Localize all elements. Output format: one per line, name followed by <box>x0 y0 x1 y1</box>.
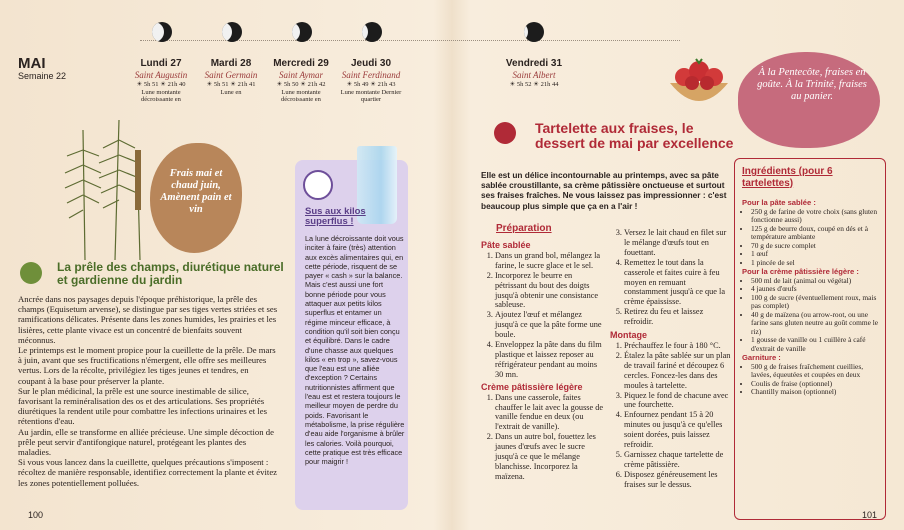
day-name: Mercredi 29 <box>273 58 329 69</box>
pate-step: 4. Enveloppez la pâte dans du film plastique et laissez reposer au réfrigérateur pendant au moins 30 mn. <box>495 340 606 380</box>
moon-note: Lune montante décroissante en <box>141 89 181 103</box>
page-number-left: 100 <box>28 510 44 520</box>
ingredients-list <box>742 198 882 397</box>
ingredient-item: • Coulis de fraise (optionnel) <box>751 380 882 389</box>
kilos-body: La lune décroissante doit vous inciter à faire (très) attention aux excès alimentaires qui, en cette période, risquent de se payer « cash » sur la balance. Mais c'est aussi une fort bonne période pour vous attaquer aux petits kilos superflus et entamer un régime minceur efficace, à condition qu'il soit bien conçu et équilibré. Dans le cadre d'une chasse aux quelques kilos « en trop », savez-vous que l'eau est une alliée d'exception ? Certains nutritionnistes affirment que l'eau est et restera toujours le meilleur moyen de perdre du poids. Favorisant le métabolisme, la prise régulière d'eau aide l'organisme à brûler les calories. Voilà pourquoi, cette pratique est très efficace pour maigrir ! <box>305 234 405 467</box>
creme-step: 3. Versez le lait chaud en filet sur le mélange d'œufs tout en fouettant. <box>624 228 732 258</box>
horsetail-illustration <box>55 110 165 260</box>
ingredient-item: • 100 g de sucre (éventuellement roux, mais pas complet) <box>751 294 882 311</box>
week-label: Semaine 22 <box>18 71 67 81</box>
preparation-heading: Préparation <box>496 223 552 234</box>
ingredient-item: • 500 ml de lait (animal ou végétal) <box>751 277 882 286</box>
ingredient-item: • 125 g de beurre doux, coupé en dés et à température ambiante <box>751 225 882 242</box>
day-thursday <box>336 58 406 103</box>
day-name: Lundi 27 <box>140 58 182 69</box>
moon-phase-icon <box>222 22 242 42</box>
day-monday <box>126 58 196 103</box>
day-wednesday <box>266 58 336 103</box>
herb-paragraph: Ancrée dans nos paysages depuis l'époque préhistorique, la prêle des champs (Equisetum arvense), se distingue par ses tiges vertes striées et ses ramifications délicates. Présente dans les zones humides, les prairies et les lisières, cette plante vivace est un concentré de bienfaits souvent méconnus. <box>18 294 278 345</box>
day-name: Jeudi 30 <box>350 58 392 69</box>
day-saint: Saint Augustin <box>134 70 188 80</box>
herb-paragraph: Sur le plan médicinal, la prêle est une source inestimable de silice, favorisant la reminéralisation des os et des articulations. Ses propriétés diurétiques la rendent utile pour combattre les infections urinaires et les rétentions d'eau. <box>18 385 267 427</box>
creme-step: 1. Dans une casserole, faites chauffer le lait avec la gousse de vanille fendue en deux (ou l'extrait de vanille). <box>495 393 606 433</box>
moon-phase-icon <box>524 22 544 42</box>
ingredient-item: • Chantilly maison (optionnel) <box>751 388 882 397</box>
sun-times: ☀ 5h 50 ☀ 21h 42 <box>276 81 326 88</box>
sun-times: ☀ 5h 52 ☀ 21h 44 <box>509 81 559 88</box>
kilos-title: Sus aux kilos superflus ! <box>305 206 366 227</box>
recipe-title: Tartelette aux fraises, le dessert de mai par excellence <box>535 120 734 151</box>
ingredient-item: • 1 œuf <box>751 250 882 259</box>
herb-paragraph: Si vous vous lancez dans la cueillette, quelques précautions s'imposent : récoltez de manière responsable, identifiez correctement la plante et évitez les zones potentiellement polluées. <box>18 457 278 488</box>
montage-step: 3. Piquez le fond de chacune avec une fourchette. <box>624 391 732 411</box>
ingredients-subheading: Garniture : <box>742 353 781 362</box>
pate-heading: Pâte sablée <box>481 240 531 250</box>
day-name: Mardi 28 <box>210 58 252 69</box>
pate-step: 1. Dans un grand bol, mélangez la farine, le sucre glace et le sel. <box>495 251 606 271</box>
ingredient-item: • 4 jaunes d'œufs <box>751 285 882 294</box>
herb-body <box>18 294 278 488</box>
day-name: Vendredi 31 <box>505 58 563 69</box>
ingredient-item: • 1 gousse de vanille ou 1 cuillère à café d'extrait de vanille <box>751 336 882 353</box>
proverb-left: Frais mai et chaud juin, Amènent pain et vin <box>160 168 232 215</box>
herb-paragraph: Au jardin, elle se transforme en alliée précieuse. Une simple décoction de prêle peut servir d'antifongique naturel, protégeant les plantes des maladies. <box>18 426 274 458</box>
recipe-column-1 <box>481 241 606 482</box>
pate-step: 3. Ajoutez l'œuf et mélangez jusqu'à ce que la pâte forme une boule. <box>495 310 606 340</box>
moon-note: Lune montante décroissante en <box>281 89 321 103</box>
montage-step: 6. Disposez généreusement les fraises sur le dessus. <box>624 470 732 490</box>
day-saint: Saint Germain <box>204 70 258 80</box>
day-saint: Saint Albert <box>512 70 556 80</box>
herb-title: La prêle des champs, diurétique naturel et gardienne du jardin <box>57 260 284 287</box>
creme-step: 2. Dans un autre bol, fouettez les jaunes d'œufs avec le sucre jusqu'à ce que le mélange blanchisse. Incorporez la maïzena. <box>495 432 606 482</box>
day-tuesday <box>196 58 266 96</box>
ingredients-subheading: Pour la pâte sablée : <box>742 198 816 207</box>
ingredient-item: • 500 g de fraises fraîchement cueillies, lavées, équeutées et coupées en deux <box>751 363 882 380</box>
moon-phase-icon <box>292 22 312 42</box>
moon-phase-icon <box>362 22 382 42</box>
recipe-column-2 <box>610 228 732 490</box>
ingredient-item: • 250 g de farine de votre choix (sans gluten fonctionne aussi) <box>751 208 882 225</box>
montage-step: 4. Enfournez pendant 15 à 20 minutes ou jusqu'à ce qu'elles soient dorées, puis laissez refroidir. <box>624 410 732 450</box>
page-number-right: 101 <box>862 510 878 520</box>
calendar-rule <box>140 40 680 42</box>
ingredients-title: Ingrédients (pour 6 tartelettes) <box>742 166 833 189</box>
montage-step: 2. Étalez la pâte sablée sur un plan de travail fariné et découpez 6 cercles. Foncez-les dans des moules à tartelette. <box>624 351 732 391</box>
montage-heading: Montage <box>610 330 647 341</box>
month-label: MAI <box>18 55 46 72</box>
proverb-right: À la Pentecôte, fraises en goûte. À la Trinité, fraises au panier. <box>757 67 867 102</box>
ingredient-item: • 70 g de sucre complet <box>751 242 882 251</box>
cloche-icon <box>494 122 516 144</box>
leaf-icon <box>20 262 42 284</box>
moon-phase-icon <box>152 22 172 42</box>
day-saint: Saint Ferdinand <box>341 70 401 80</box>
sun-times: ☀ 5h 51 ☀ 21h 41 <box>206 81 256 88</box>
herb-paragraph: Le printemps est le moment propice pour la cueillette de la prêle. De mars à juin, avant que ses fructifications n'émergent, elle offre ses meilleures vertus. Lors de la récolte, privilégiez les tiges jeunes et tendres, en coupant à la base pour préserver la plante. <box>18 345 276 386</box>
creme-heading: Crème pâtissière légère <box>481 381 583 392</box>
recipe-intro: Elle est un délice incontournable au printemps, avec sa pâte sablée croustillante, sa crème pâtissière onctueuse et surtout ses fraises fraîches. Ne vous laissez pas impressionner : c'est beaucoup plus simple que ça en a l'air ! <box>481 170 727 211</box>
pate-step: 2. Incorporez le beurre en pétrissant du bout des doigts jusqu'à obtenir une consistance sableuse. <box>495 271 606 311</box>
creme-step: 5. Retirez du feu et laissez refroidir. <box>624 307 732 327</box>
moon-note: Lune en <box>220 89 242 96</box>
ingredient-item: • 1 pincée de sel <box>751 259 882 268</box>
sun-times: ☀ 5h 51 ☀ 21h 40 <box>136 81 186 88</box>
moon-note: Lune montante Dernier quartier <box>340 89 402 103</box>
day-saint: Saint Aymar <box>278 70 324 80</box>
sun-times: ☀ 5h 49 ☀ 21h 43 <box>346 81 396 88</box>
day-friday <box>499 58 569 89</box>
strawberry-tart-illustration <box>664 45 734 115</box>
creme-step: 4. Remettez le tout dans la casserole et faites cuire à feu moyen en remuant constamment jusqu'à ce que la crème épaississe. <box>624 258 732 308</box>
montage-step: 5. Garnissez chaque tartelette de crème pâtissière. <box>624 450 732 470</box>
ingredient-item: • 40 g de maïzena (ou arrow-root, ou une farine sans gluten neutre au goût comme le riz) <box>751 311 882 337</box>
moon-face-icon <box>303 170 333 200</box>
montage-step: 1. Préchauffez le four à 180 °C. <box>624 341 732 351</box>
ingredients-subheading: Pour la crème pâtissière légère : <box>742 267 859 276</box>
